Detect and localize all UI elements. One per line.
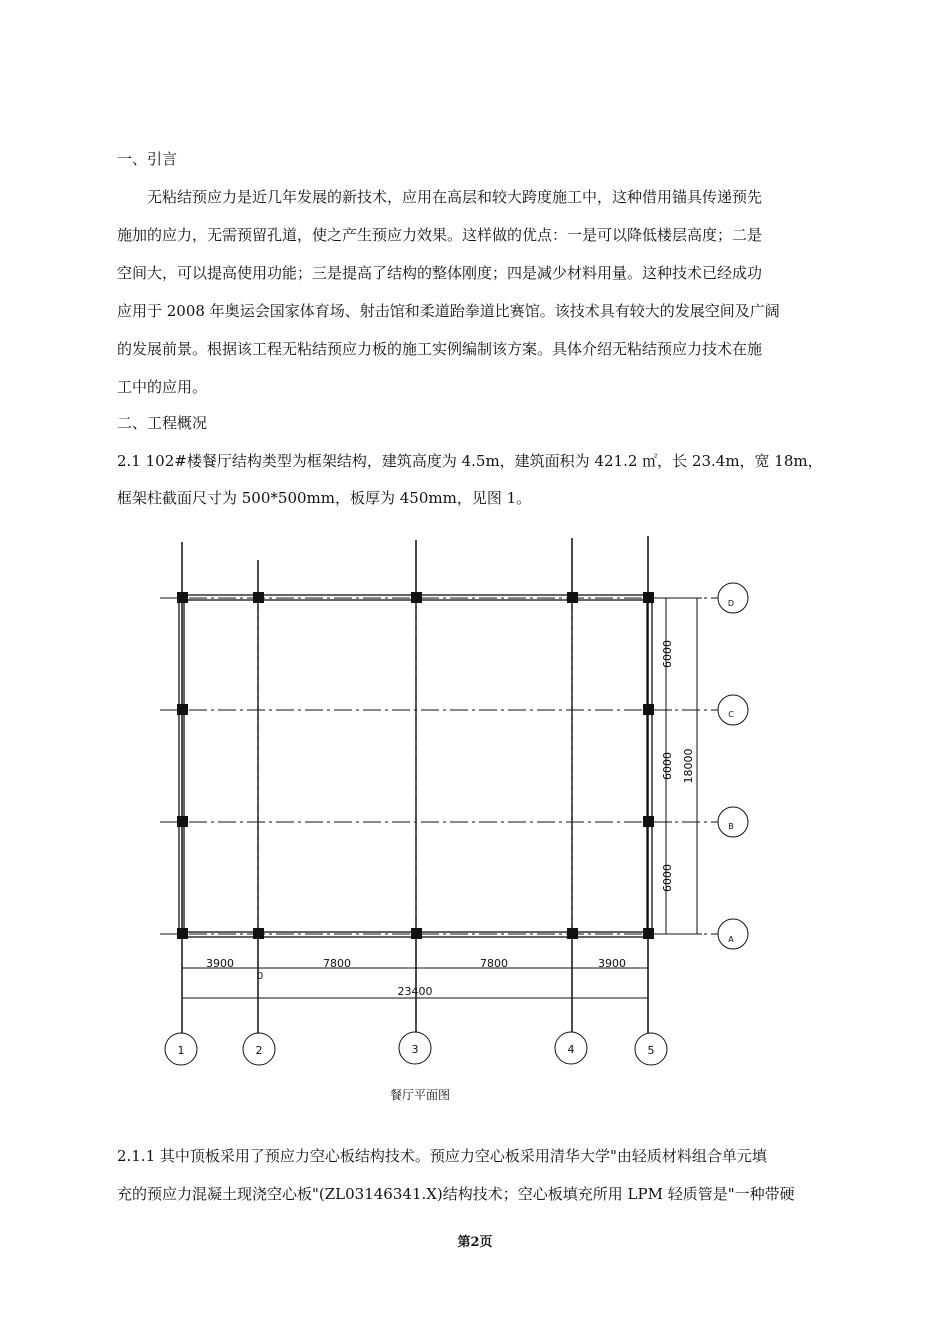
dim-bottom-4: 3900 (598, 957, 626, 970)
paragraph-line: 工中的应用。 (117, 378, 208, 396)
dim-bottom-2: 7800 (323, 957, 351, 970)
axis-bubble-2: 2 (255, 1044, 263, 1057)
axis-bubble-d: D (727, 599, 735, 608)
dim-right-1: 6000 (661, 640, 674, 668)
paragraph-line: 施加的应力，无需预留孔道，使之产生预应力效果。这样做的优点：一是可以降低楼层高度；二是 (117, 226, 763, 244)
paragraph-line: 2.1.1 其中顶板采用了预应力空心板结构技术。预应力空心板采用清华大学"由轻质材料组合单元填 (117, 1147, 767, 1165)
axis-bubble-a: A (728, 935, 734, 944)
dim-bottom-total: 23400 (397, 985, 433, 998)
axis-bubble-3: 3 (411, 1043, 419, 1056)
section-1-heading: 一、引言 (117, 150, 178, 168)
dim-bottom-3: 7800 (480, 957, 508, 970)
figure-caption: 餐厅平面图 (389, 1088, 450, 1102)
dim-right-3: 6000 (661, 864, 674, 892)
paragraph-line: 充的预应力混凝土现浇空心板"(ZL03146341.X)结构技术；空心板填充所用 LPM 轻质管是"一种带硬 (117, 1185, 795, 1203)
dim-small-mark: 0 (256, 971, 264, 982)
dim-right-total: 18000 (682, 748, 695, 784)
paragraph-line: 的发展前景。根据该工程无粘结预应力板的施工实例编制该方案。具体介绍无粘结预应力技术在施 (117, 340, 763, 358)
axis-bubble-c: C (728, 710, 734, 719)
page-number: 第2页 (457, 1235, 493, 1250)
floor-plan-diagram (150, 530, 790, 1090)
axis-bubble-5: 5 (647, 1044, 655, 1057)
axis-bubble-1: 1 (177, 1044, 185, 1057)
section-2-heading: 二、工程概况 (117, 414, 208, 432)
axis-bubble-b: B (728, 822, 734, 831)
axis-bubble-4: 4 (567, 1043, 575, 1056)
paragraph-line: 空间大，可以提高使用功能；三是提高了结构的整体刚度；四是减少材料用量。这种技术已经成功 (117, 264, 763, 282)
paragraph-line: 应用于 2008 年奥运会国家体育场、射击馆和柔道跆拳道比赛馆。该技术具有较大的发展空间及广阔 (117, 302, 780, 320)
paragraph-line: 2.1 102#楼餐厅结构类型为框架结构，建筑高度为 4.5m，建筑面积为 421.2 ㎡，长 23.4m，宽 18m， (117, 452, 823, 470)
paragraph-line: 框架柱截面尺寸为 500*500mm，板厚为 450mm，见图 1。 (117, 489, 532, 507)
dim-right-2: 6000 (661, 752, 674, 780)
paragraph-line: 无粘结预应力是近几年发展的新技术，应用在高层和较大跨度施工中，这种借用锚具传递预先 (147, 188, 763, 206)
dim-bottom-1: 3900 (206, 957, 234, 970)
